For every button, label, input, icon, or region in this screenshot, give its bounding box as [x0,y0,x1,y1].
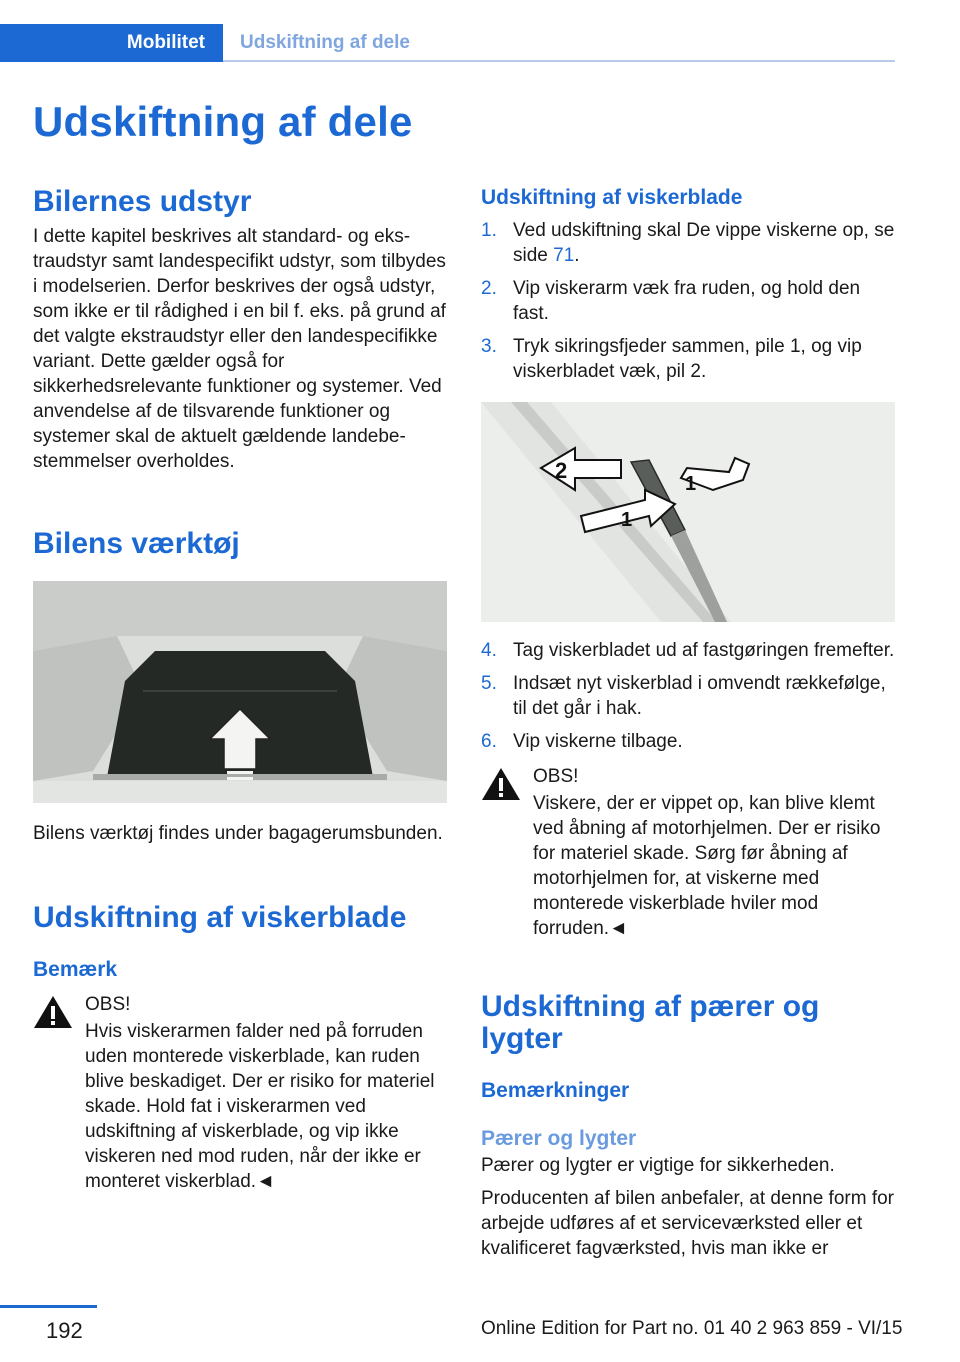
footer-line [0,1305,97,1308]
warning-text-left [33,1019,447,1194]
warning-text-left-span: Hvis viskerarmen falder ned på forruden uden monterede viskerblade, kan ruden blive beskadiget. Der er risiko for materiel skade. Hold fat i viskerarmen ved udskiftning af viskerblade, og vip ikke viskeren ned mod ruden, når der ikke er monteret viskerblad.◄ [85,1021,435,1192]
arrow-label-2: 2 [555,458,568,483]
step-number: 4. [481,640,497,661]
section-title-viskerblade-left: Udskiftning af viskerblade [33,901,407,934]
page-link-71[interactable]: 71 [553,245,575,266]
warning-box-left [33,992,447,1194]
wiper-figure [481,402,895,622]
step-3 [481,334,895,384]
trunk-figure [33,581,447,803]
step-number: 2. [481,278,497,299]
footer-edition: Online Edition for Part no. 01 40 2 963 859 - VI/15 [481,1318,903,1339]
warning-text-right [481,791,895,941]
paerer-para-2: Producenten af bilen anbefaler, at denne form for arbejde udføres af et serviceværksted eller et kvalificeret fagværksted, hvis man ikke er [481,1188,894,1259]
steps-list-2 [481,638,895,754]
page-number: 192 [46,1318,83,1343]
wiper-illustration [481,402,895,622]
step-4 [481,638,895,663]
step-text: Vip viskerne tilbage. [513,731,683,752]
left-column [33,184,447,1194]
step-text: Tryk sikringsfjeder sammen, pile 1, og vip viskerbladet væk, pil 2. [513,336,862,382]
step-text: Tag viskerbladet ud af fastgøringen fremefter. [513,640,895,661]
right-column [481,184,895,1261]
step-text: Vip viskerarm væk fra ruden, og hold den fast. [513,278,861,324]
step-text-end: . [574,245,580,266]
subsubsection-paerer-lygter: Pærer og lygter [481,1127,637,1150]
warning-triangle-icon [33,994,73,1030]
section-title-viskerblade-right: Udskiftning af viskerblade [481,186,743,209]
step-1 [481,218,895,268]
warning-label-left: OBS! [85,994,131,1015]
paerer-para-1: Pærer og lygter er vigtige for sikkerheden. [481,1155,835,1176]
tab-mobilitet[interactable]: Mobilitet [0,24,223,62]
subsection-bemaerkninger: Bemærkninger [481,1079,630,1102]
section-title-bilens-vaerktoej: Bilens værktøj [33,527,240,560]
step-6 [481,729,895,754]
step-number: 6. [481,731,497,752]
steps-list-1 [481,218,895,384]
section-text-bilernes-udstyr: I dette kapitel beskrives alt standard- og ekstraudstyr samt landespecifikt udstyr, som tilbydes i modelserien. Derfor beskrives der også udstyr, som ikke er til rådighed i en bil f. eks. på grund af det valgte ekstraudstyr eller den landespecifikke variant. Dette gælder også for sikkerhedsrelevante funktioner og systemer. Ved anvendelse af de tilsvarende funktioner og systemer skal de aktuelt gældende landebestemmelser overholdes. [33,226,446,472]
step-text: Ved udskiftning skal De vippe viskerne op, se side [513,220,895,266]
warning-triangle-icon [481,766,521,802]
section-title-bilernes-udstyr: Bilernes udstyr [33,185,252,218]
trunk-caption: Bilens værktøj findes under bagagerumsbunden. [33,823,443,844]
step-number: 5. [481,673,497,694]
arrow-label-1a: 1 [685,473,697,495]
step-number: 1. [481,220,497,241]
warning-text-right-span: Viskere, der er vippet op, kan blive klemt ved åbning af motorhjelmen. Der er risiko for materiel skade. Sørg før åbning af motorhjelmen for, at viskerne med monterede viskerblade hviler mod forruden.◄ [533,793,881,939]
arrow-label-1b: 1 [621,509,633,531]
step-5 [481,671,895,721]
trunk-illustration [33,581,447,803]
step-number: 3. [481,336,497,357]
tab-udskiftning[interactable]: Udskiftning af dele [240,32,410,53]
section-title-paerer-lygter: Udskiftning af pærer og lygter [481,990,820,1055]
header-divider [223,60,895,62]
warning-label-right: OBS! [533,766,579,787]
step-2 [481,276,895,326]
subsection-bemaerk: Bemærk [33,958,118,981]
page-title: Udskiftning af dele [33,98,413,145]
header-bar [0,24,960,62]
warning-box-right [481,764,895,941]
step-text: Indsæt nyt viskerblad i omvendt rækkefølge, til det går i hak. [513,673,886,719]
